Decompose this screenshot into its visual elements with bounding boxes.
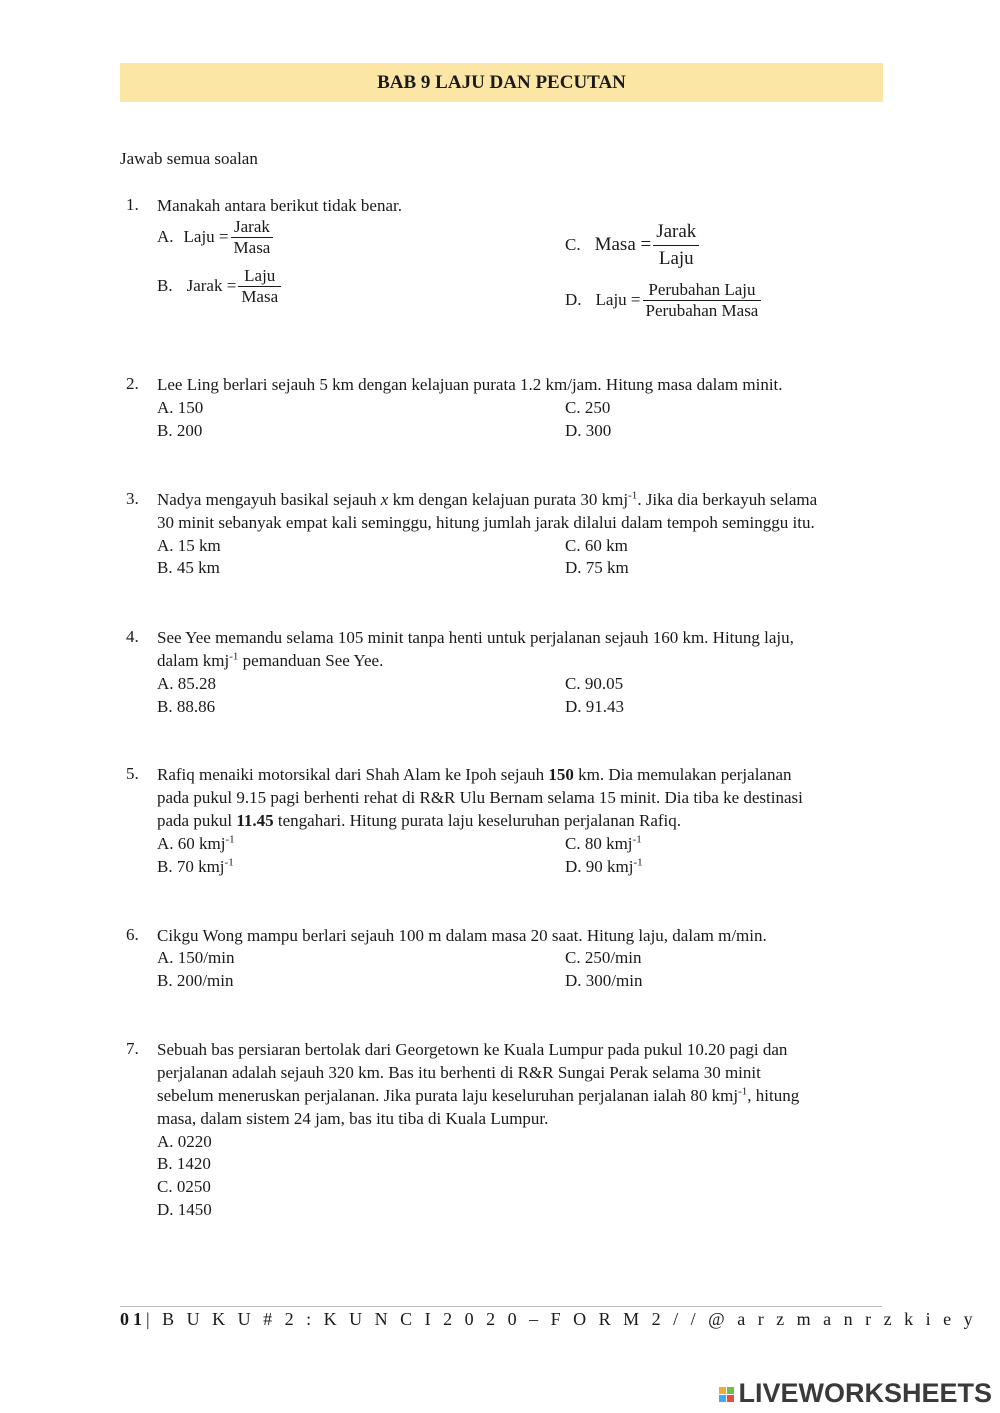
q5-text-line3: pada pukul 11.45 tengahari. Hitung purata laju keseluruhan perjalanan Rafiq.	[157, 811, 682, 830]
q4-option-b[interactable]: B. 88.86	[157, 697, 216, 716]
q1-option-d[interactable]: D. Laju = $\frac{\text{Perubahan Laju}}{\text{Perubahan Masa}}$	[565, 280, 761, 320]
q6-option-d[interactable]: D. 300/min	[565, 971, 643, 990]
q5-number: 5.	[126, 764, 139, 783]
q6-number: 6.	[126, 925, 139, 944]
footer-text: | B U K U # 2 : K U N C I 2 0 2 0 – F O R M 2 / / @ a r z m a n r z k i e y	[146, 1309, 977, 1329]
q7-option-a[interactable]: A. 0220	[157, 1132, 212, 1151]
q6-text: Cikgu Wong mampu berlari sejauh 100 m dalam masa 20 saat. Hitung laju, dalam m/min.	[157, 926, 767, 945]
q5-option-c[interactable]: C. 80 kmj$^{-1}$	[565, 833, 642, 853]
q2-number: 2.	[126, 374, 139, 393]
q1-d-fraction: $\frac{\text{Perubahan Laju}}{\text{Perubahan Masa}}$	[643, 280, 762, 320]
q2-option-a[interactable]: A. 150	[157, 398, 204, 417]
q1-b-fraction: $\frac{\text{Laju}}{\text{Masa}}$	[238, 266, 281, 306]
q5-option-d[interactable]: D. 90 kmj$^{-1}$	[565, 856, 643, 876]
q3-number: 3.	[126, 489, 139, 508]
q7-option-c[interactable]: C. 0250	[157, 1177, 211, 1196]
q5-text-line1: Rafiq menaiki motorsikal dari Shah Alam ke Ipoh sejauh 150 km. Dia memulakan perjalanan	[157, 765, 792, 784]
q5-option-b[interactable]: B. 70 kmj$^{-1}$	[157, 856, 234, 876]
q7-text-line4: masa, dalam sistem 24 jam, bas itu tiba di Kuala Lumpur.	[157, 1109, 549, 1128]
q1-option-a[interactable]: A. Laju = $\frac{\text{Jarak}}{\text{Masa}}$	[157, 217, 273, 257]
liveworksheets-brand[interactable]	[719, 1378, 992, 1409]
q5-option-a[interactable]: A. 60 kmj$^{-1}$	[157, 833, 235, 853]
q6-option-b[interactable]: B. 200/min	[157, 971, 234, 990]
q7-number: 7.	[126, 1039, 139, 1058]
q6-option-c[interactable]: C. 250/min	[565, 948, 642, 967]
q2-option-d[interactable]: D. 300	[565, 421, 612, 440]
q3-option-a[interactable]: A. 15 km	[157, 536, 221, 555]
q1-option-c[interactable]: C. Masa = $\frac{\text{Jarak}}{\text{Laju}}$	[565, 219, 699, 271]
q6-option-a[interactable]: A. 150/min	[157, 948, 235, 967]
q3-option-c[interactable]: C. 60 km	[565, 536, 628, 555]
q4-text-line2: dalam kmj$^{-1}$ pemanduan See Yee.	[157, 650, 384, 670]
q4-option-a[interactable]: A. 85.28	[157, 674, 217, 693]
brand-name: LIVEWORKSHEETS	[738, 1378, 992, 1408]
q4-option-d[interactable]: D. 91.43	[565, 697, 625, 716]
liveworksheets-logo-icon	[719, 1387, 734, 1402]
q3-option-d[interactable]: D. 75 km	[565, 558, 629, 577]
q3-text-line2: 30 minit sebanyak empat kali seminggu, hitung jumlah jarak dilalui dalam tempoh seminggu itu.	[157, 513, 815, 532]
q1-text: Manakah antara berikut tidak benar.	[157, 196, 402, 215]
instruction: Jawab semua soalan	[120, 149, 258, 168]
chapter-title: BAB 9 LAJU DAN PECUTAN	[377, 72, 626, 93]
q7-text-line3: sebelum meneruskan perjalanan. Jika purata laju keseluruhan perjalanan ialah 80 kmj$^{-1}$, hitung	[157, 1085, 800, 1105]
q7-text-line1: Sebuah bas persiaran bertolak dari Georgetown ke Kuala Lumpur pada pukul 10.20 pagi dan	[157, 1040, 788, 1059]
q3-option-b[interactable]: B. 45 km	[157, 558, 220, 577]
q5-text-line2: pada pukul 9.15 pagi berhenti rehat di R&R Ulu Bernam selama 15 minit. Dia tiba ke destinasi	[157, 788, 803, 807]
q4-text-line1: See Yee memandu selama 105 minit tanpa henti untuk perjalanan sejauh 160 km. Hitung laju,	[157, 628, 794, 647]
q1-c-fraction: $\frac{\text{Jarak}}{\text{Laju}}$	[653, 219, 699, 271]
q7-text-line2: perjalanan adalah sejauh 320 km. Bas itu berhenti di R&R Sungai Perak selama 30 minit	[157, 1063, 761, 1082]
q1-a-fraction: $\frac{\text{Jarak}}{\text{Masa}}$	[231, 217, 274, 257]
q4-option-c[interactable]: C. 90.05	[565, 674, 624, 693]
q3-text-line1: Nadya mengayuh basikal sejauh x km dengan kelajuan purata 30 kmj$^{-1}$. Jika dia berkayuh selama	[157, 489, 818, 509]
page-footer	[120, 1309, 977, 1330]
q2-option-b[interactable]: B. 200	[157, 421, 203, 440]
q1-number: 1.	[126, 195, 139, 214]
q2-text: Lee Ling berlari sejauh 5 km dengan kelajuan purata 1.2 km/jam. Hitung masa dalam minit.	[157, 375, 783, 394]
page-number: 01	[120, 1309, 146, 1329]
chapter-title-banner	[120, 63, 883, 102]
q4-number: 4.	[126, 627, 139, 646]
q2-option-c[interactable]: C. 250	[565, 398, 611, 417]
q7-option-b[interactable]: B. 1420	[157, 1154, 211, 1173]
footer-divider	[120, 1306, 882, 1307]
q7-option-d[interactable]: D. 1450	[157, 1200, 212, 1219]
q1-option-b[interactable]: B. Jarak = $\frac{\text{Laju}}{\text{Masa}}$	[157, 266, 281, 306]
